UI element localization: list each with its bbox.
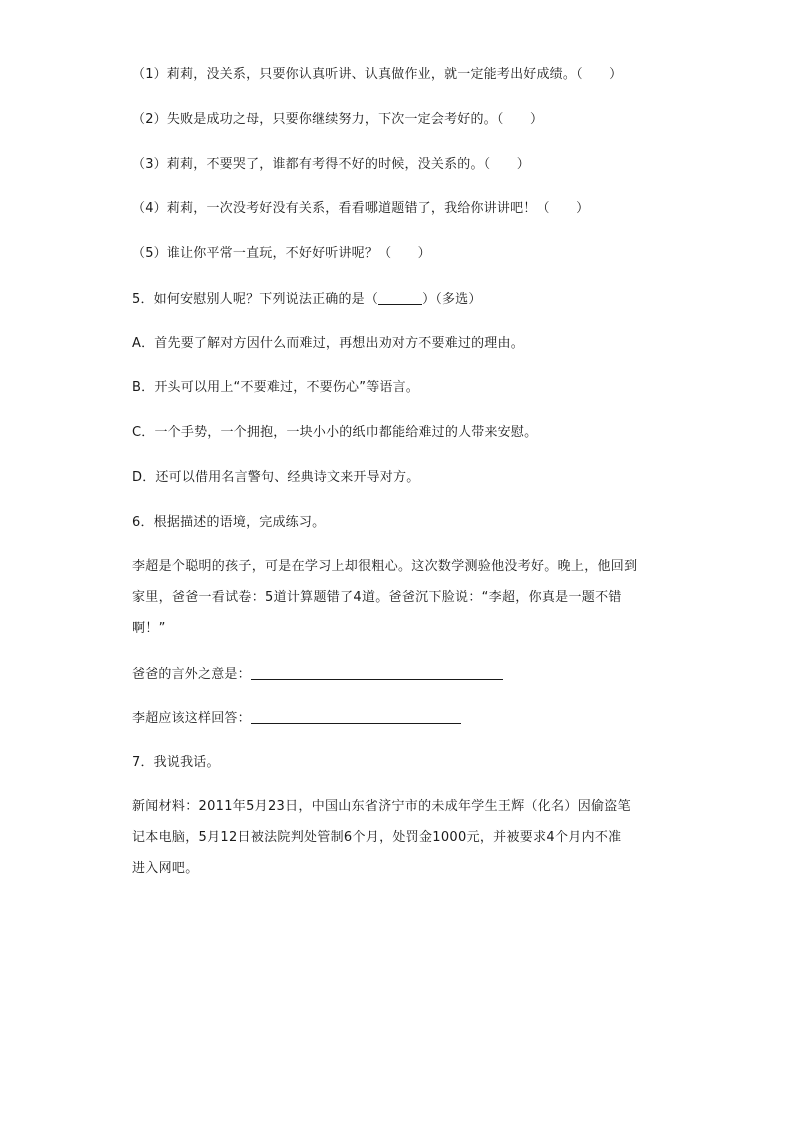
passage-line: 李超是个聪明的孩子，可是在学习上却很粗心。这次数学测验他没考好。晚上，他回到 [132,559,638,574]
option-a: A．首先要了解对方因什么而难过，再想出劝对方不要难过的理由。 [132,336,524,351]
question-5-stem-after: ）（多选） [422,292,482,307]
prompt-2-label: 李超应该这样回答： [132,711,251,726]
passage-line: 家里，爸爸一看试卷：5道计算题错了4道。爸爸沉下脸说：“李超，你真是一题不错 [132,590,622,605]
answer-line-1[interactable] [251,665,503,680]
material-line: 进入网吧。 [132,861,199,876]
item-1: （1）莉莉，没关系，只要你认真听讲、认真做作业，就一定能考出好成绩。（ ） [132,67,623,82]
question-6-prompt-2 [132,709,461,728]
item-2: （2）失败是成功之母，只要你继续努力，下次一定会考好的。（ ） [132,112,544,127]
question-6-prompt-1 [132,665,503,684]
material-line: 新闻材料：2011年5月23日，中国山东省济宁市的未成年学生王辉（化名）因偷盗笔 [132,799,631,814]
question-6-passage [132,551,664,644]
item-4: （4）莉莉，一次没考好没有关系，看看哪道题错了，我给你讲讲吧！（ ） [132,201,590,216]
question-5-stem [132,290,482,309]
option-c: C．一个手势，一个拥抱，一块小小的纸巾都能给难过的人带来安慰。 [132,425,538,440]
question-7-material [132,791,664,884]
item-3: （3）莉莉，不要哭了，谁都有考得不好的时候，没关系的。（ ） [132,157,530,172]
question-7-stem: 7．我说我话。 [132,755,220,770]
passage-line: 啊！” [132,621,166,636]
option-d: D．还可以借用名言警句、经典诗文来开导对方。 [132,470,420,485]
option-b: B．开头可以用上“不要难过，不要伤心”等语言。 [132,380,419,395]
question-5-stem-before: 5．如何安慰别人呢？下列说法正确的是（ [132,292,379,307]
answer-blank[interactable] [378,290,422,305]
item-5: （5）谁让你平常一直玩，不好好听讲呢？（ ） [132,246,431,261]
question-6-stem: 6．根据描述的语境，完成练习。 [132,515,326,530]
answer-line-2[interactable] [251,709,461,724]
prompt-1-label: 爸爸的言外之意是： [132,667,251,682]
material-line: 记本电脑，5月12日被法院判处管制6个月，处罚金1000元，并被要求4个月内不准 [132,830,622,845]
